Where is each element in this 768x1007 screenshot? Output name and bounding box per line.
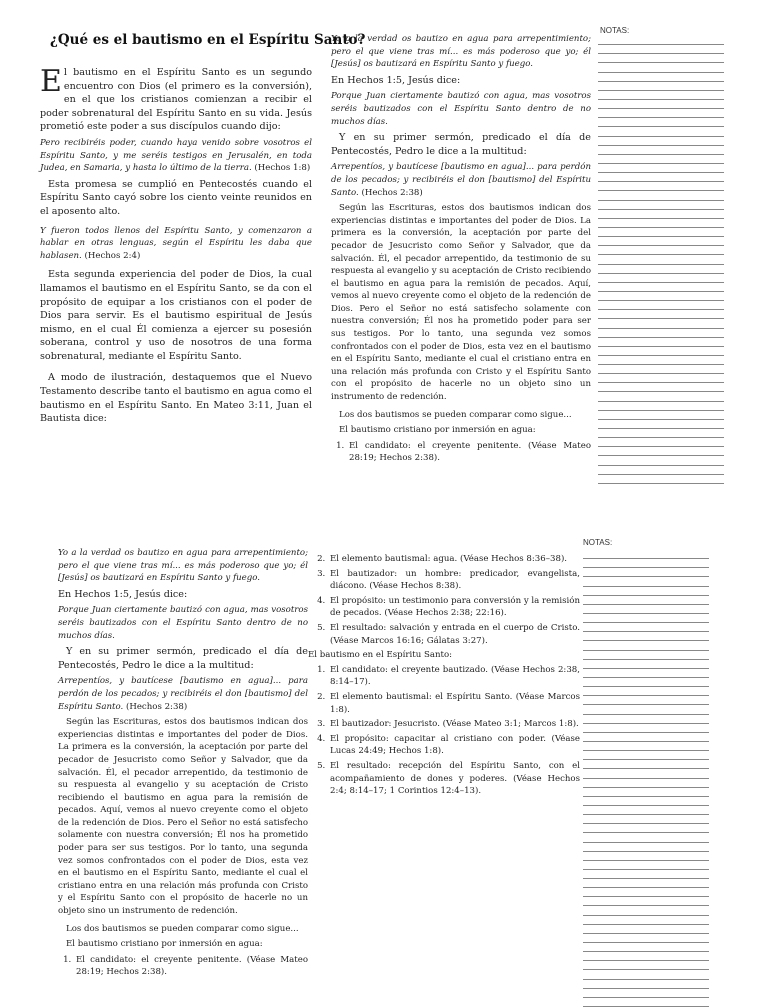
- paragraph: A modo de ilustración, destaquemos que el Nuevo Testamento describe tanto el bautismo en agua como el bautismo en el Espíritu Santo. En Mateo 3:11, Juan el Bautista dice:: [40, 372, 312, 425]
- paragraph: En Hechos 1:5, Jesús dice:: [58, 588, 188, 600]
- page1-column-1: [40, 66, 312, 429]
- scripture-quote: Arrepentíos, y bautícese [bautismo en agua]... para perdón de los pecados; y recibiréis el don [bautismo] del Espíritu Santo. (Hechos 2:38): [331, 162, 591, 198]
- paragraph: Según las Escrituras, estos dos bautismos indican dos experiencias distintas e importantes del poder de Dios. La primera es la conversión, la aceptación por parte del pecador de Jesucristo como Señor y Salvador, que da salvación. Él, el pecador arrepentido, da testimonio de su respuesta al evangelio y su aceptación de Cristo recibiendo el bautismo en agua para la remisión de pecados. Aquí, vemos al nuevo creyente como el objeto de la redención de Dios. Pero el Señor no está satisfecho solamente con nuestra conversión; Él nos ha prometido poder para ser sus testigos. Por lo tanto, una segunda vez somos confrontados con el poder de Dios, esta vez en el bautismo en el Espíritu Santo, mediante el cual el cristiano entra en una relación más profunda con Cristo y el Espíritu Santo con el propósito de hacerle no un objeto sino un instrumento de redención.: [331, 203, 591, 403]
- list-item: 1. El candidato: el creyente bautizado. (Véase Hechos 2:38, 8:14–17).: [328, 664, 580, 689]
- water-baptism-list-continued: [312, 553, 580, 647]
- scripture-quote: Yo a la verdad os bautizo en agua para arrepentimiento; pero el que viene tras mí... es más poderoso que yo; él [Jesús] os bautizará en Espíritu Santo y fuego.: [331, 34, 591, 70]
- list-item: 4. El propósito: un testimonio para conversión y la remisión de pecados. (Véase Hechos 2:38; 22:16).: [328, 595, 580, 620]
- list-item: 5. El resultado: recepción del Espíritu Santo, con el acompañamiento de dones y poderes. (Véase Hechos 2:4; 8:14–17; 1 Corintios 12:4–13).: [328, 760, 580, 798]
- page1-column-2: [331, 30, 591, 467]
- list-item: 1. El candidato: el creyente penitente. (Véase Mateo 28:19; Hechos 2:38).: [347, 440, 591, 465]
- scripture-quote: Arrepentíos, y bautícese [bautismo en agua]... para perdón de los pecados; y recibiréis el don [bautismo] del Espíritu Santo. (Hechos 2:38): [58, 676, 308, 712]
- paragraph: El bautismo cristiano por inmersión en agua:: [339, 425, 536, 436]
- drop-cap: E: [40, 64, 62, 99]
- scripture-quote: Porque Juan ciertamente bautizó con agua, mas vosotros seréis bautizados con el Espíritu Santo dentro de no muchos días.: [331, 91, 591, 127]
- page2-column-1: [58, 544, 308, 981]
- scripture-quote: Y fueron todos llenos del Espíritu Santo, y comenzaron a hablar en otras lenguas, según el Espíritu les daba que hablasen. (Hechos 2:4): [40, 225, 312, 261]
- paragraph: Esta segunda experiencia del poder de Dios, la cual llamamos el bautismo en el Espíritu Santo, se da con el propósito de equipar a los cristianos con el poder de Dios para servir. Es el bautismo espiritual de Jesús mismo, en el cual Él comienza a ejercer su posesión soberana, control y uso de nosotros de una forma sobrenatural, mediante el Espíritu Santo.: [40, 269, 312, 362]
- list-item: 3. El bautizador: Jesucristo. (Véase Mateo 3:1; Marcos 1:8).: [328, 718, 580, 731]
- list-item: 3. El bautizador: un hombre: predicador, evangelista, diácono. (Véase Hechos 8:38).: [328, 568, 580, 593]
- paragraph: Los dos bautismos se pueden comparar como sigue...: [66, 923, 299, 934]
- page2-column-2: [308, 551, 580, 800]
- paragraph: Y en su primer sermón, predicado el día de Pentecostés, Pedro le dice a la multitud:: [58, 646, 308, 671]
- paragraph: El bautismo cristiano por inmersión en agua:: [66, 939, 263, 950]
- notes-lines: [583, 550, 709, 1007]
- scripture-quote: Porque Juan ciertamente bautizó con agua, mas vosotros seréis bautizados con el Espíritu Santo dentro de no muchos días.: [58, 605, 308, 641]
- scripture-quote: Pero recibiréis poder, cuando haya venido sobre vosotros el Espíritu Santo, y me seréis testigos en Jerusalén, en toda Judea, en Samaria, y hasta lo último de la tierra. (Hechos 1:8): [40, 137, 312, 174]
- water-baptism-list: [331, 440, 591, 465]
- spirit-baptism-list: [312, 664, 580, 798]
- spirit-baptism-heading: El bautismo en el Espíritu Santo:: [308, 650, 453, 661]
- list-item: 4. El propósito: capacitar al cristiano con poder. (Véase Lucas 24:49; Hechos 1:8).: [328, 733, 580, 758]
- list-item: 2. El elemento bautismal: el Espíritu Santo. (Véase Marcos 1:8).: [328, 691, 580, 716]
- paragraph: Los dos bautismos se pueden comparar como sigue...: [339, 409, 572, 420]
- paragraph: En Hechos 1:5, Jesús dice:: [331, 74, 461, 86]
- intro-paragraph: El bautismo en el Espíritu Santo es un segundo encuentro con Dios (el primero es la conversión), en el que los cristianos comienzan a recibir el poder sobrenatural del Espíritu Santo en su vida. Jesús prometió este poder a sus discípulos cuando dijo:: [40, 64, 312, 133]
- page-title: ¿Qué es el bautismo en el Espíritu Santo?: [50, 32, 366, 48]
- notes-label: NOTAS:: [583, 538, 613, 547]
- notes-label: NOTAS:: [600, 26, 630, 35]
- list-item: 1. El candidato: el creyente penitente. (Véase Mateo 28:19; Hechos 2:38).: [74, 954, 308, 979]
- list-item: 2. El elemento bautismal: agua. (Véase Hechos 8:36–38).: [328, 553, 580, 566]
- paragraph: Y en su primer sermón, predicado el día de Pentecostés, Pedro le dice a la multitud:: [331, 132, 591, 157]
- scripture-quote: Yo a la verdad os bautizo en agua para arrepentimiento; pero el que viene tras mí... es más poderoso que yo; él [Jesús] os bautizará en Espíritu Santo y fuego.: [58, 548, 308, 584]
- water-baptism-list: [58, 954, 308, 979]
- list-item: 5. El resultado: salvación y entrada en el cuerpo de Cristo. (Véase Marcos 16:16; Gálatas 3:27).: [328, 622, 580, 647]
- paragraph: Esta promesa se cumplió en Pentecostés cuando el Espíritu Santo cayó sobre los ciento veinte reunidos en el aposento alto.: [40, 178, 312, 217]
- paragraph: Según las Escrituras, estos dos bautismos indican dos experiencias distintas e importantes del poder de Dios. La primera es la conversión, la aceptación por parte del pecador de Jesucristo como Señor y Salvador, que da salvación. Él, el pecador arrepentido, da testimonio de su respuesta al evangelio y su aceptación de Cristo recibiendo el bautismo en agua para la remisión de pecados. Aquí, vemos al nuevo creyente como el objeto de la redención de Dios. Pero el Señor no está satisfecho solamente con nuestra conversión; Él nos ha prometido poder para ser sus testigos. Por lo tanto, una segunda vez somos confrontados con el poder de Dios, esta vez en el bautismo en el Espíritu Santo, mediante el cual el cristiano entra en una relación más profunda con Cristo y el Espíritu Santo con el propósito de hacerle no un objeto sino un instrumento de redención.: [58, 717, 308, 917]
- notes-lines: [598, 36, 724, 484]
